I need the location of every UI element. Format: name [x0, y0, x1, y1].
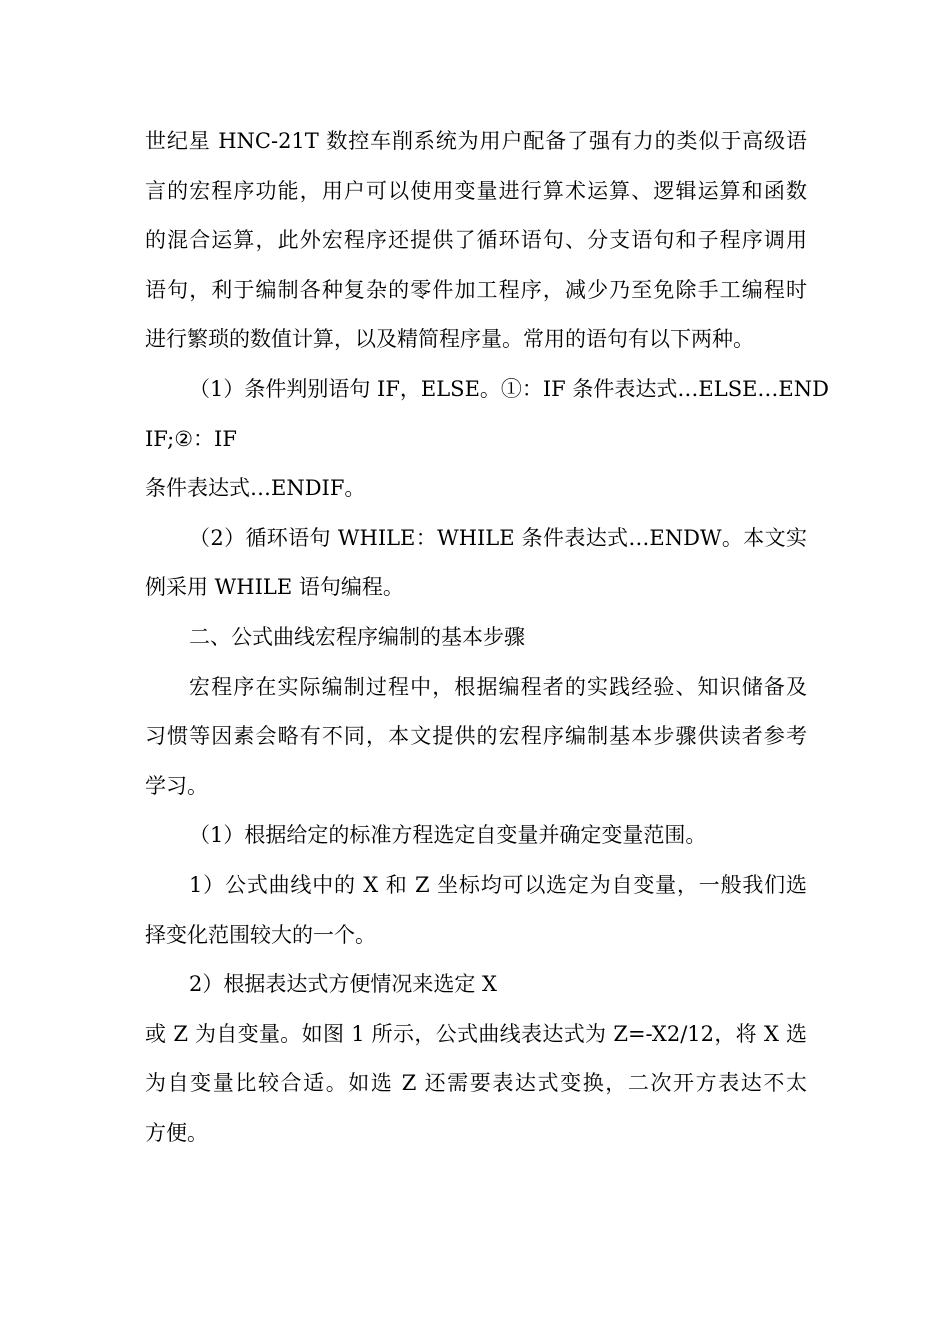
text-line-16: 1）公式曲线中的 X 和 Z 坐标均可以选定为自变量，一般我们选: [189, 872, 807, 897]
text-line-15: （1）根据给定的标准方程选定自变量并确定变量范围。: [189, 823, 707, 848]
text-line-12: 宏程序在实际编制过程中，根据编程者的实践经验、知识储备及: [189, 674, 807, 699]
text-line-2: 言的宏程序功能，用户可以使用变量进行算术运算、逻辑运算和函数: [145, 178, 807, 203]
text-line-7: IF;②：IF: [145, 426, 237, 451]
text-line-20: 为自变量比较合适。如选 Z 还需要表达式变换，二次开方表达不太: [145, 1071, 807, 1096]
section-heading: 二、公式曲线宏程序编制的基本步骤: [189, 624, 525, 649]
text-line-6: （1）条件判别语句 IF，ELSE。①：IF 条件表达式…ELSE…END: [189, 376, 829, 401]
text-line-10: 例采用 WHILE 语句编程。: [145, 575, 404, 600]
text-line-1: 世纪星 HNC-21T 数控车削系统为用户配备了强有力的类似于高级语: [145, 129, 807, 153]
text-line-14: 学习。: [145, 773, 208, 798]
text-line-5: 进行繁琐的数值计算，以及精简程序量。常用的语句有以下两种。: [145, 327, 754, 352]
text-line-21: 方便。: [145, 1120, 208, 1145]
text-line-3: 的混合运算，此外宏程序还提供了循环语句、分支语句和子程序调用: [145, 228, 807, 253]
text-line-19: 或 Z 为自变量。如图 1 所示，公式曲线表达式为 Z=-X2/12，将 X 选: [145, 1021, 807, 1046]
text-line-13: 习惯等因素会略有不同，本文提供的宏程序编制基本步骤供读者参考: [145, 724, 807, 749]
text-line-18: 2）根据表达式方便情况来选定 X: [189, 972, 497, 997]
text-line-17: 择变化范围较大的一个。: [145, 922, 376, 947]
text-line-9: （2）循环语句 WHILE：WHILE 条件表达式…ENDW。本文实: [189, 525, 807, 550]
body-text: [145, 117, 829, 1158]
text-line-8: 条件表达式…ENDIF。: [145, 476, 366, 501]
text-line-4: 语句，利于编制各种复杂的零件加工程序，减少乃至免除手工编程时: [145, 277, 807, 302]
